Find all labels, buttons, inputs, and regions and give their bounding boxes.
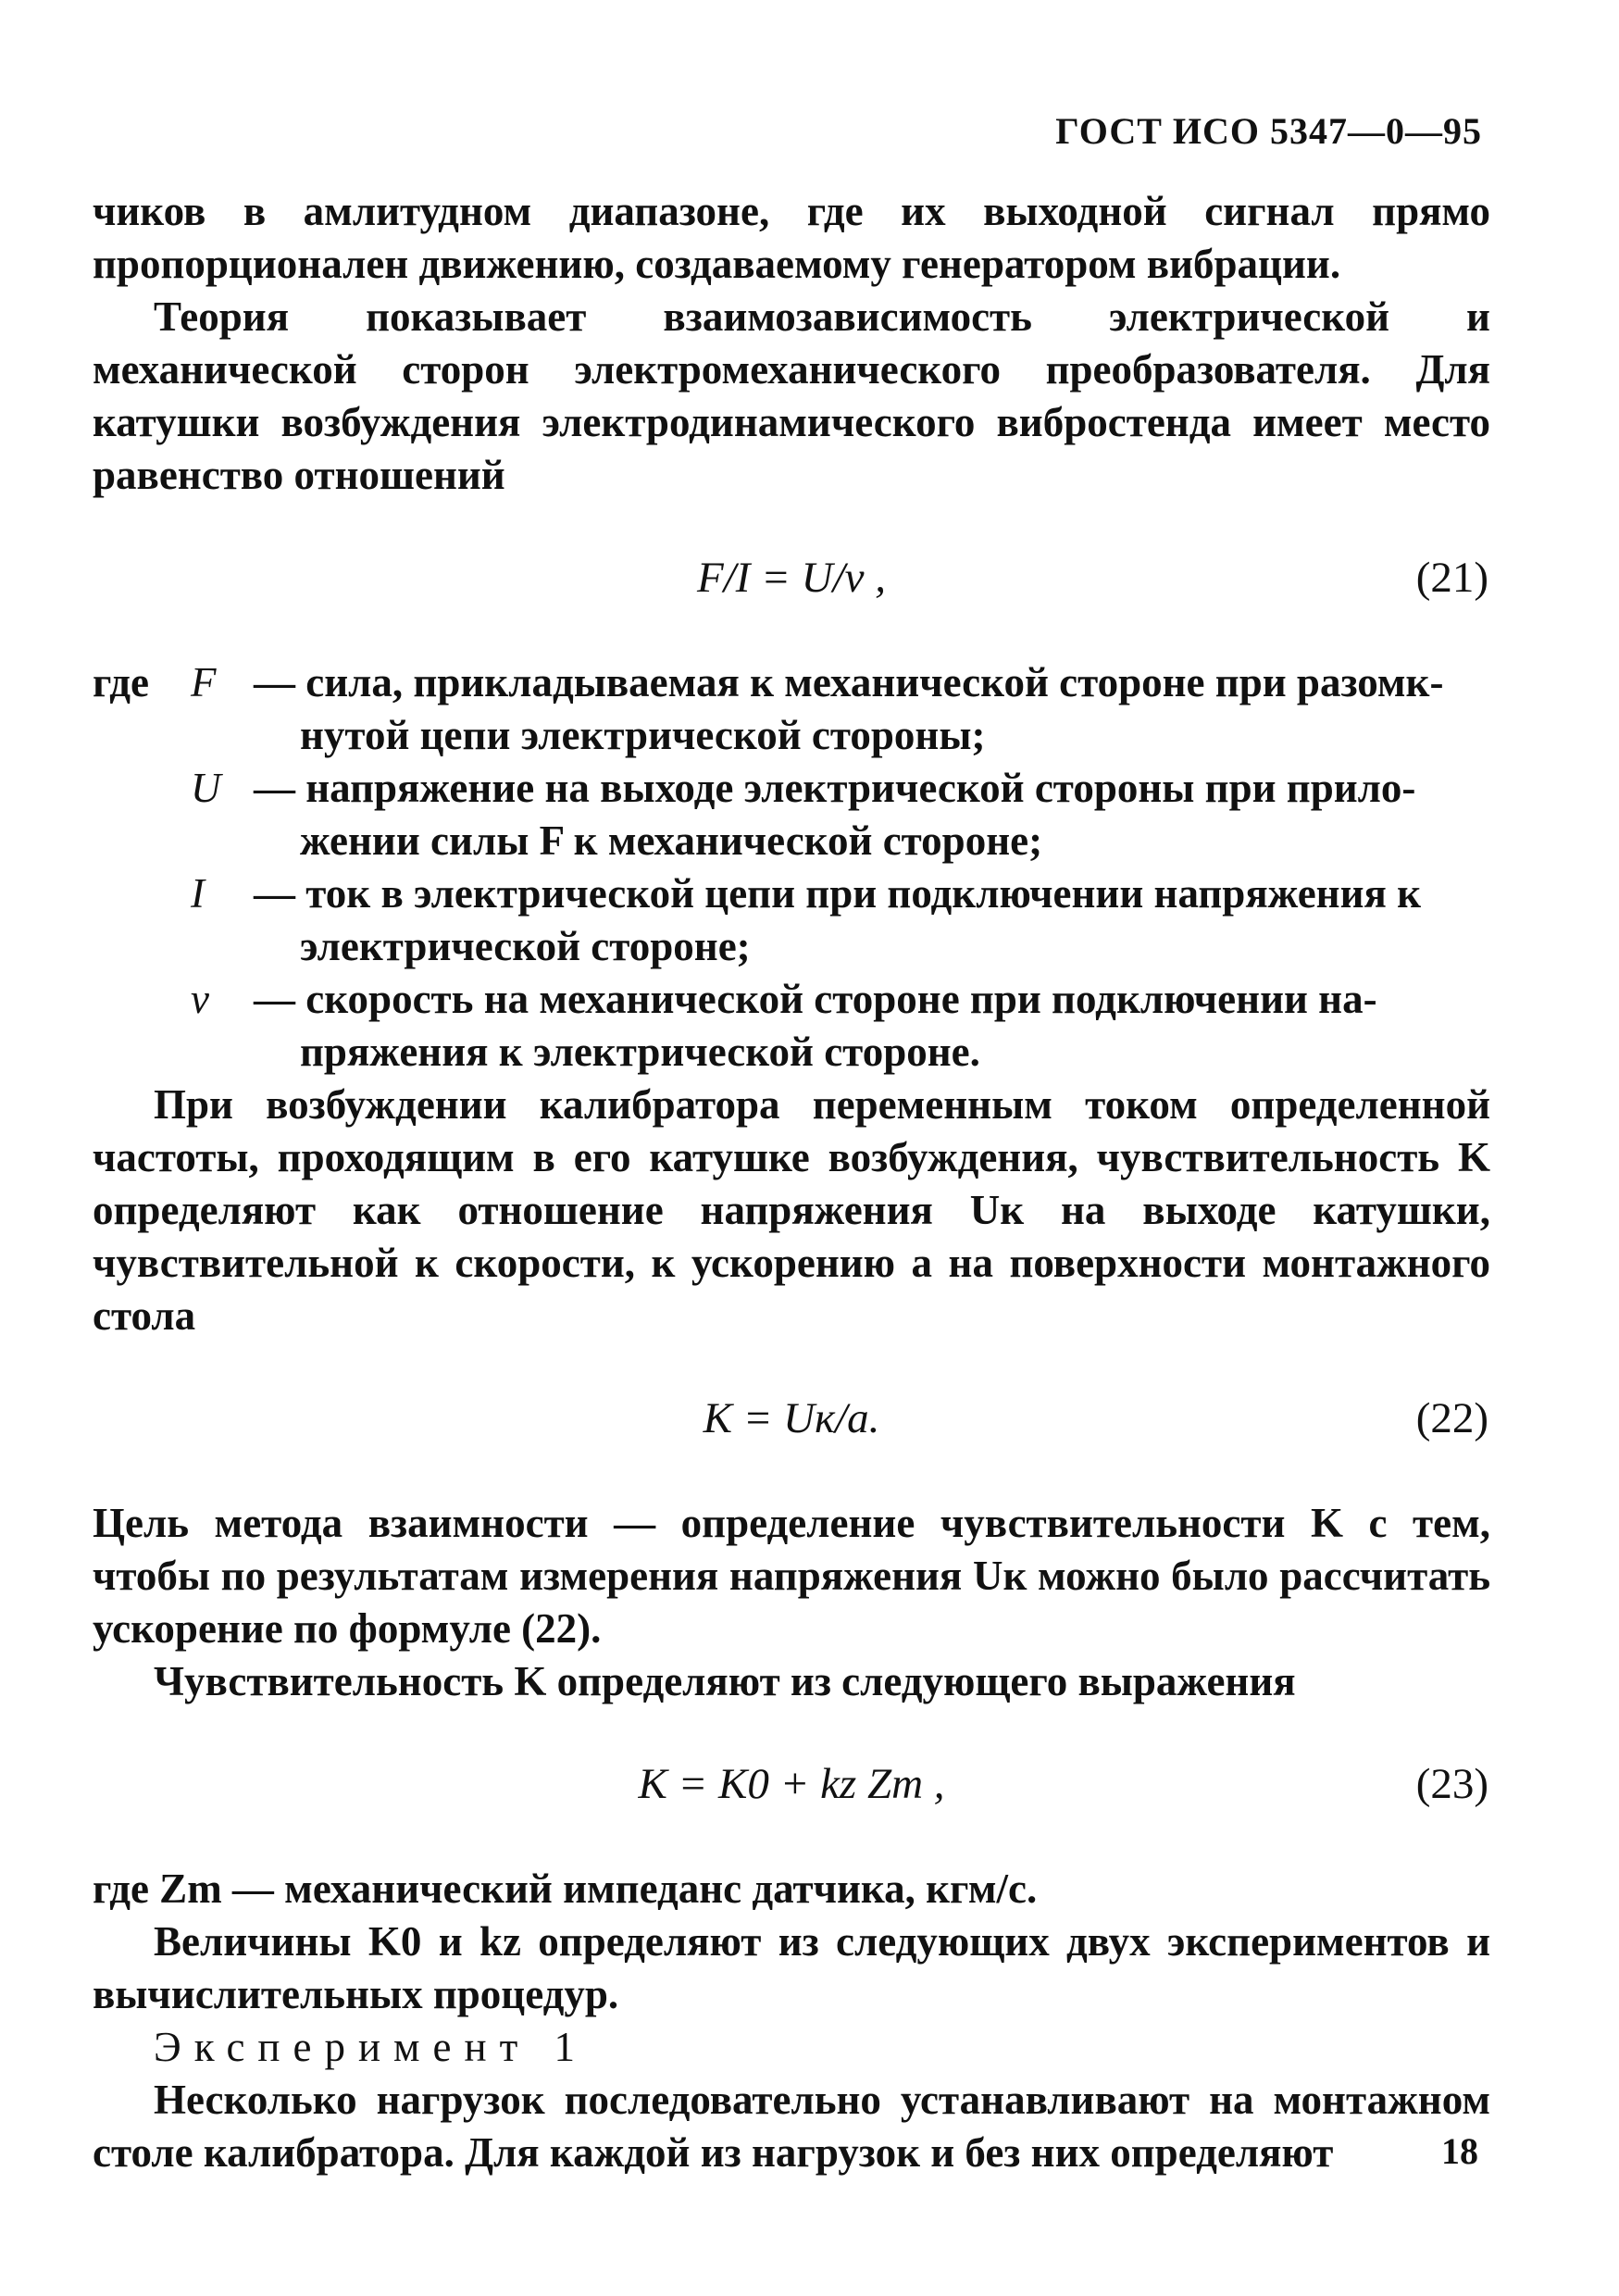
definition-item: v — скорость на механической стороне при подключении на- пряжения к электрической стороне. xyxy=(191,976,1377,1075)
paragraph-5: Чувствительность K определяют из следующего выражения xyxy=(154,1658,1296,1704)
equation-22-expr: K = Uк/a. xyxy=(703,1394,880,1442)
equation-22 xyxy=(93,1392,1490,1445)
equation-21-number: (21) xyxy=(1415,554,1488,602)
experiment-heading: Эксперимент 1 xyxy=(154,2024,589,2070)
paragraph-3: При возбуждении калибратора переменным током определенной частоты, проходящим в его катушке возбуждения, чувствительность K определяют как отношение напряжения Uк на выходе катушки, чувствительной к скорости, к ускорению a на поверхности монтажного стола xyxy=(93,1081,1490,1339)
equation-22-number: (22) xyxy=(1415,1394,1488,1442)
equation-23-expr: K = K0 + kz Zm , xyxy=(638,1760,945,1808)
page-number: 18 xyxy=(1441,2130,1478,2172)
paragraph-6: Величины K0 и kz определяют из следующих двух экспериментов и вычислительных процедур. xyxy=(93,1918,1490,2017)
definition-item: где F — сила, прикладываемая к механической стороне при разомк- нутой цепи электрической стороны; xyxy=(93,659,1444,758)
equation-23-number: (23) xyxy=(1415,1760,1488,1808)
equation-23 xyxy=(93,1758,1490,1811)
definition-item: U — напряжение на выходе электрической стороны при прило- жении силы F к механической стороне; xyxy=(191,765,1416,864)
paragraph-7: Несколько нагрузок последовательно устанавливают на монтажном столе калибратора. Для каждой из нагрузок и без них определяют xyxy=(93,2077,1490,2176)
paragraph-4: Цель метода взаимности — определение чувствительности K с тем, чтобы по результатам измерения напряжения Uк можно было рассчитать ускорение по формуле (22). xyxy=(93,1500,1490,1652)
definitions-21 xyxy=(93,656,1490,1079)
paragraph-2: Теория показывает взаимозависимость электрической и механической сторон электромеханического преобразователя. Для катушки возбуждения электродинамического вибростенда имеет место равенство отношений xyxy=(93,293,1490,498)
equation-21-expr: F/I = U/v , xyxy=(697,554,886,602)
page-header: ГОСТ ИСО 5347—0—95 xyxy=(1055,110,1482,152)
definition-23: где Zm — механический импеданс датчика, кгм/с. xyxy=(93,1866,1038,1912)
definition-item: I — ток в электрической цепи при подключении напряжения к электрической стороне; xyxy=(191,870,1422,969)
paragraph-1: чиков в амлитудном диапазоне, где их выходной сигнал прямо пропорционален движению, создаваемому генератором вибрации. xyxy=(93,188,1490,287)
equation-21 xyxy=(93,552,1490,605)
body-text xyxy=(93,185,1490,2179)
